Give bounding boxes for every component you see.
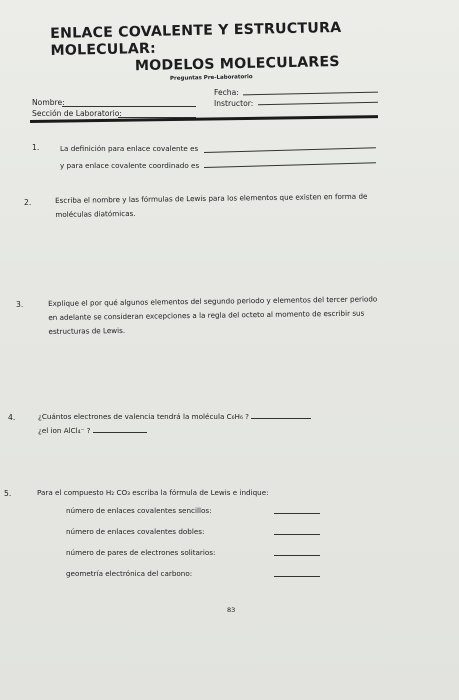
q1-line-1: La definición para enlace covalente es xyxy=(60,144,199,153)
q2-line-2: moléculas diatómicas. xyxy=(55,209,136,220)
q5-answer-line-3[interactable] xyxy=(274,555,320,556)
q4-answer-line-2[interactable] xyxy=(93,432,147,433)
q5-answer-line-1[interactable] xyxy=(274,513,320,514)
q1-line-2: y para enlace covalente coordinado es xyxy=(60,161,200,170)
instructor-field[interactable] xyxy=(258,102,378,106)
title-line-1: ENLACE COVALENTE Y ESTRUCTURA MOLECULAR: xyxy=(50,19,342,59)
q2-text xyxy=(55,189,415,222)
q5-item-1: número de enlaces covalentes sencillos: xyxy=(66,506,212,515)
seccion-label: Sección de Laboratorio: xyxy=(32,109,122,118)
title-line-2: MODELOS MOLECULARES xyxy=(134,53,340,75)
page-subtitle: Preguntas Pre-Laboratorio xyxy=(169,74,253,82)
q1-number: 1. xyxy=(32,143,40,152)
q4-answer-line-1[interactable] xyxy=(251,418,311,419)
q5-number: 5. xyxy=(4,489,12,498)
fecha-label: Fecha: xyxy=(214,88,239,97)
q5-answer-line-4[interactable] xyxy=(274,576,320,577)
q4-line-1: ¿Cuántos electrones de valencia tendrá la molécula C₆H₆ ? xyxy=(38,412,249,421)
instructor-label: Instructor: xyxy=(214,99,254,108)
q4-number: 4. xyxy=(8,413,16,422)
q5-intro: Para el compuesto H₂ CO₃ escriba la fórmula de Lewis e indique: xyxy=(37,488,269,497)
q3-line-1: Explique el por qué algunos elementos del segundo periodo y elementos del tercer periodo xyxy=(48,294,378,308)
q2-number: 2. xyxy=(24,198,32,207)
q5-item-3: número de pares de electrones solitarios: xyxy=(66,548,216,557)
q4-text xyxy=(38,410,398,438)
q2-line-1: Escriba el nombre y las fórmulas de Lewis para los elementos que existen en forma de xyxy=(55,191,368,205)
q3-text xyxy=(48,292,419,340)
q1-answer-line-1[interactable] xyxy=(204,147,376,153)
q3-line-3: estructuras de Lewis. xyxy=(48,326,126,337)
page-number: 83 xyxy=(227,606,236,614)
page-title xyxy=(50,18,411,77)
fecha-field[interactable] xyxy=(243,92,378,96)
q3-line-2: en adelante se consideran excepciones a la regla del octeto al momento de escribir sus xyxy=(48,308,365,323)
q3-number: 3. xyxy=(16,300,24,309)
nombre-label: Nombre: xyxy=(32,98,65,107)
q5-answer-line-2[interactable] xyxy=(274,534,320,535)
q5-item-4: geometría electrónica del carbono: xyxy=(66,569,193,578)
nombre-field[interactable] xyxy=(62,106,196,107)
q4-line-2: ¿el ion AlCl₄⁻ ? xyxy=(38,426,91,436)
q5-item-2: número de enlaces covalentes dobles: xyxy=(66,527,205,536)
q1-answer-line-2[interactable] xyxy=(204,162,376,168)
